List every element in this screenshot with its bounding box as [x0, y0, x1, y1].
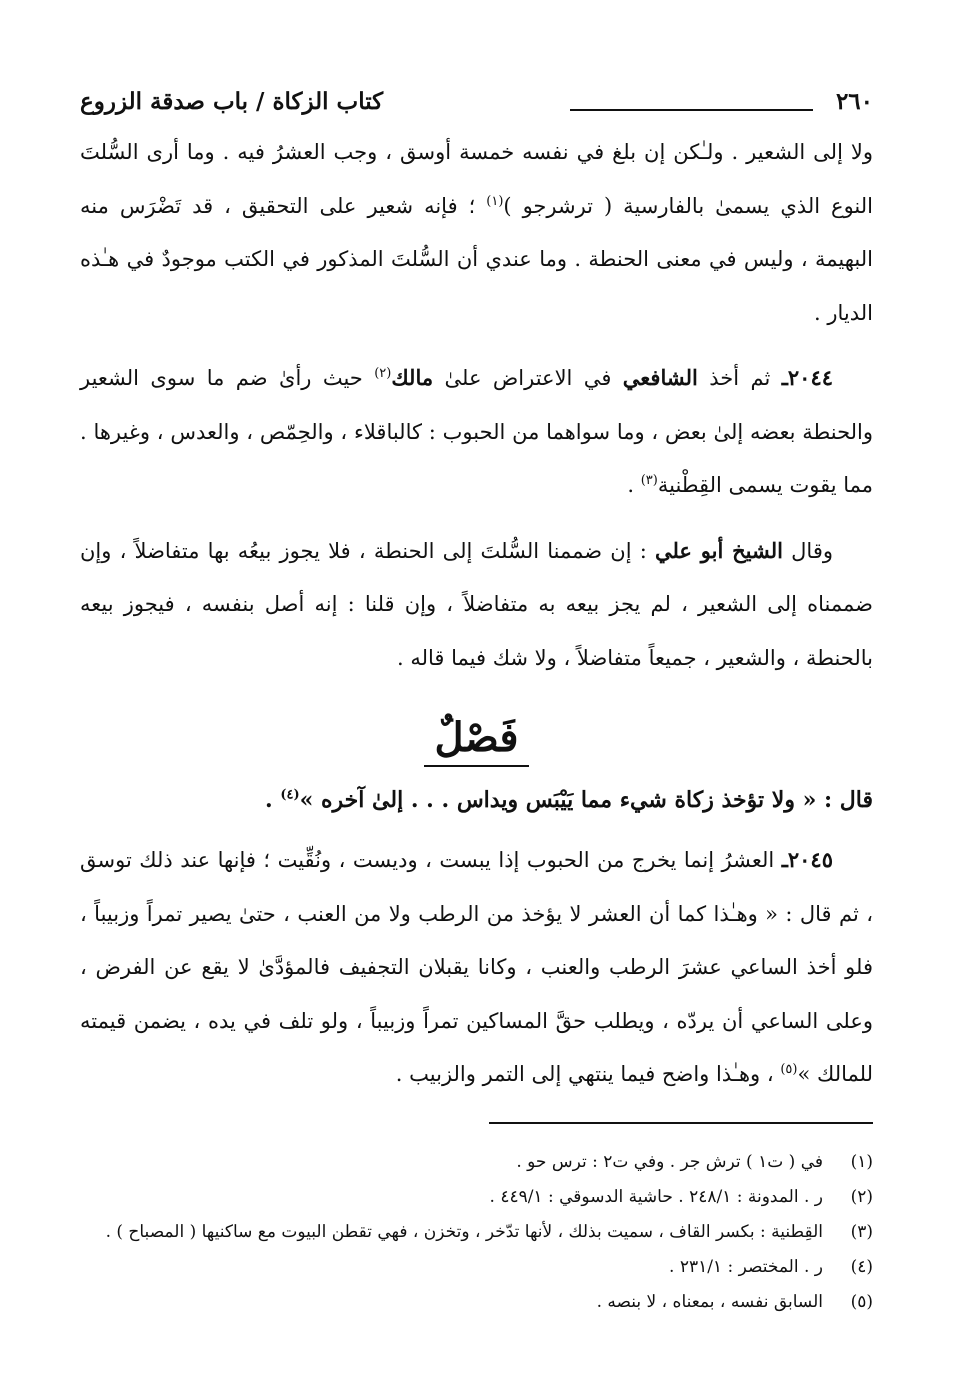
statement-text: قال : « ولا تؤخذ زكاة شيء مما يَيْبَس ويداس . . . إلىٰ آخره »	[299, 787, 873, 813]
bold-name: مالك	[391, 365, 434, 390]
footnote-ref: (٣)	[640, 473, 658, 488]
paragraph-text: العشرُ إنما يخرج من الحبوب إذا يبست ، وديست ، ونُقِّيت ؛ فإنها عند ذلك توسق ، ثم قال : « وهـٰذا كما أن العشر لا يؤخذ من الرطب ولا من العنب ، حتىٰ يصير تمراً وزبيباً ، فلو أخذ الساعي عشرَ الرطب والعنب ، وكانا يقبلان التجفيف فالمؤدَّىٰ لا يقع عن الفرض ، وعلى الساعي أن يردّه ، ويطلب حقَّ المساكين تمراً وزبيباً ، ولو تلف في يده ، يضمن قيمته للمالك »	[80, 848, 873, 1086]
paragraph-1	[80, 126, 873, 340]
running-header	[80, 82, 873, 126]
bold-name: الشافعي	[622, 365, 698, 390]
paragraph-text: في الاعتراض علىٰ	[433, 366, 623, 390]
footnote-text: السابق نفسه ، بمعناه ، لا بنصه .	[596, 1291, 823, 1312]
footnote-separator	[489, 1122, 873, 1124]
paragraph-text: : إن ضممنا السُّلتَ إلى الحنطة ، فلا يجوز بيعُه بها متفاضلاً ، وإن ضممناه إلى الشعير ، لم يجز بيعه به متفاضلاً ، وإن قلنا : إنه أصل بنفسه ، فيجوز بيعه بالحنطة ، والشعير ، جميعاً متفاضلاً ، ولا شك فيما قاله .	[80, 538, 873, 670]
running-title: كتاب الزكاة / باب صدقة الزروع	[80, 88, 384, 115]
footnote-number: (٢)	[850, 1186, 873, 1207]
section-heading	[80, 711, 873, 773]
paragraph-2044	[80, 351, 873, 513]
footnote-item	[80, 1146, 873, 1178]
paragraph-3	[80, 524, 873, 686]
header-rule	[570, 109, 813, 111]
footnote-text: ر . المختصر : ٢٣١/١ .	[669, 1256, 823, 1277]
quoted-statement	[80, 777, 873, 823]
footnote-ref: (١)	[486, 193, 504, 209]
paragraph-text: ، وهـٰذا واضح فيما ينتهي إلى التمر والزبيب .	[395, 1062, 781, 1086]
footnote-item	[80, 1181, 873, 1213]
footnote-number: (٣)	[850, 1221, 873, 1242]
paragraph-2045	[80, 833, 873, 1102]
page-number: ٢٦٠	[835, 88, 873, 115]
paragraph-number: ٢٠٤٥ـ	[781, 847, 833, 872]
paragraph-text: ولا إلى الشعير . ولـٰكن إن بلغ في نفسه خمسة أوسق ، وجب العشرُ فيه . وما أرى السُّلتَ النوع الذي يسمىٰ بالفارسية ( ترشرجو )	[80, 140, 873, 218]
footnote-text: ر . المدونة : ٢٤٨/١ . حاشية الدسوقي : ٤٤٩/١ .	[489, 1186, 823, 1207]
paragraph-text: وقال	[782, 538, 834, 563]
footnote-item	[80, 1251, 873, 1283]
footnote-ref: (٢)	[374, 366, 392, 381]
footnote-text: القِطنية : بكسر القاف ، سميت بذلك ، لأنها تدّخر ، وتخزن ، فهي تقطن البيوت مع ساكنيها ( المصباح ) .	[105, 1221, 823, 1242]
paragraph-text: .	[627, 473, 641, 497]
bold-name: الشيخ أبو علي	[654, 537, 783, 563]
footnote-ref: (٥)	[780, 1062, 798, 1077]
footnote-number: (١)	[850, 1151, 873, 1172]
fasl-heading: فَصْلٌ	[424, 711, 528, 767]
statement-end: .	[264, 787, 281, 813]
footnote-number: (٤)	[850, 1256, 873, 1277]
footnote-item	[80, 1216, 873, 1248]
paragraph-number: ٢٠٤٤ـ	[781, 365, 834, 390]
footnote-text: في ( ت١ ) ترش جر . وفي ت٢ : ترس حو .	[516, 1151, 823, 1172]
footnotes	[80, 1146, 873, 1318]
footnote-ref: (٤)	[280, 787, 300, 803]
paragraph-text: ؛ فإنه شعير على التحقيق ، قد تَضْرَس منه البهيمة ، وليس في معنى الحنطة . وما عندي أن السُّلتَ المذكور في الكتب موجودٌ في هـٰذه الديار .	[80, 193, 873, 325]
footnote-item	[80, 1286, 873, 1318]
paragraph-text: ثم أخذ	[697, 366, 782, 390]
footnote-number: (٥)	[850, 1291, 873, 1312]
paragraph-text: حيث رأىٰ ضم ما سوى الشعير والحنطة بعضه إلىٰ بعض ، وما سواهما من الحبوب : كالباقلاء ، والحِمّص ، والعدس ، وغيرها . مما يقوت يسمى القِطْنية	[80, 366, 873, 497]
